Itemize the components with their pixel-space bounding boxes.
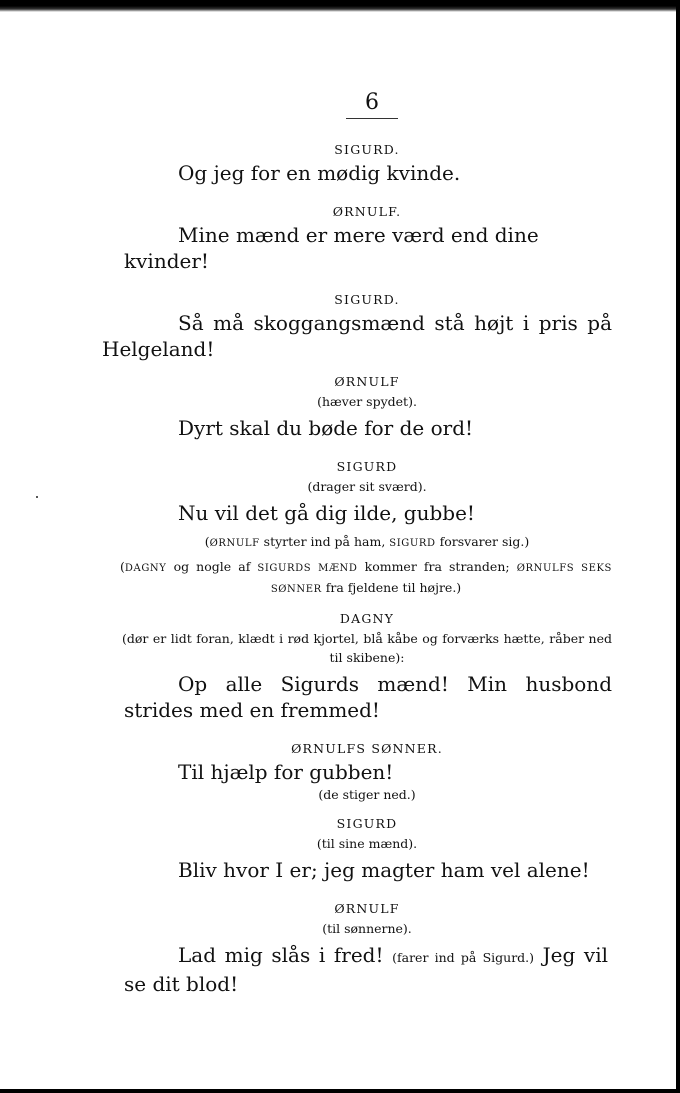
speaker-name: ØRNULF [334,374,400,389]
page-number-rule [346,118,398,119]
stage-direction: (til sine mænd). [316,836,418,851]
page-number: 6 [365,90,379,115]
dialogue-line: Dyrt skal du bøde for de ord! [178,416,474,440]
speaker-name: ØRNULF. [332,204,402,219]
inline-stage-direction: (farer ind på Sigurd.) [392,950,535,965]
speaker-name: SIGURD [336,459,398,474]
speaker-name: DAGNY [339,611,395,626]
stage-direction: (hæver spydet). [317,394,417,409]
dialogue-line: Lad mig slås i fred! (farer ind på Sigurd.) Jeg vil se dit blod! [124,943,609,996]
scan-border-right [676,0,680,1093]
dialogue-line: Nu vil det gå dig ilde, gubbe! [178,501,475,525]
scan-border-bottom [0,1089,680,1093]
play-text [102,140,612,997]
dialogue-line: Så må skoggangsmænd stå højt i pris på Helgeland! [102,311,612,361]
speaker-name: SIGURD [336,816,398,831]
stage-direction: (dør er lidt foran, klædt i rød kjortel, blå kåbe og forværks hætte, råber ned til skibene): [122,631,612,665]
stage-direction: (drager sit sværd). [307,479,427,494]
stage-direction: (DAGNY og nogle af SIGURDS MÆND kommer fra stranden; ØRNULFS SEKS SØNNER fra fjeldene til højre.) [120,559,612,595]
scan-border-top [0,0,680,12]
dialogue-line: Mine mænd er mere værd end dine kvinder! [124,223,539,273]
dialogue-line: Til hjælp for gubben! [178,760,394,784]
dialogue-line: Bliv hvor I er; jeg magter ham vel alene! [178,858,590,882]
speaker-name: SIGURD. [334,292,400,307]
dialogue-line: Op alle Sigurds mænd! Min husbond strides med en fremmed! [124,672,612,722]
stage-direction: (de stiger ned.) [318,787,416,802]
speaker-name: SIGURD. [334,142,400,157]
speaker-name: ØRNULFS SØNNER. [291,741,443,756]
stage-direction: (til sønnerne). [322,921,412,936]
scan-speck [36,496,38,498]
stage-direction: (ØRNULF styrter ind på ham, SIGURD forsvarer sig.) [204,534,530,549]
speaker-name: ØRNULF [334,901,400,916]
dialogue-line: Og jeg for en mødig kvinde. [178,161,461,185]
